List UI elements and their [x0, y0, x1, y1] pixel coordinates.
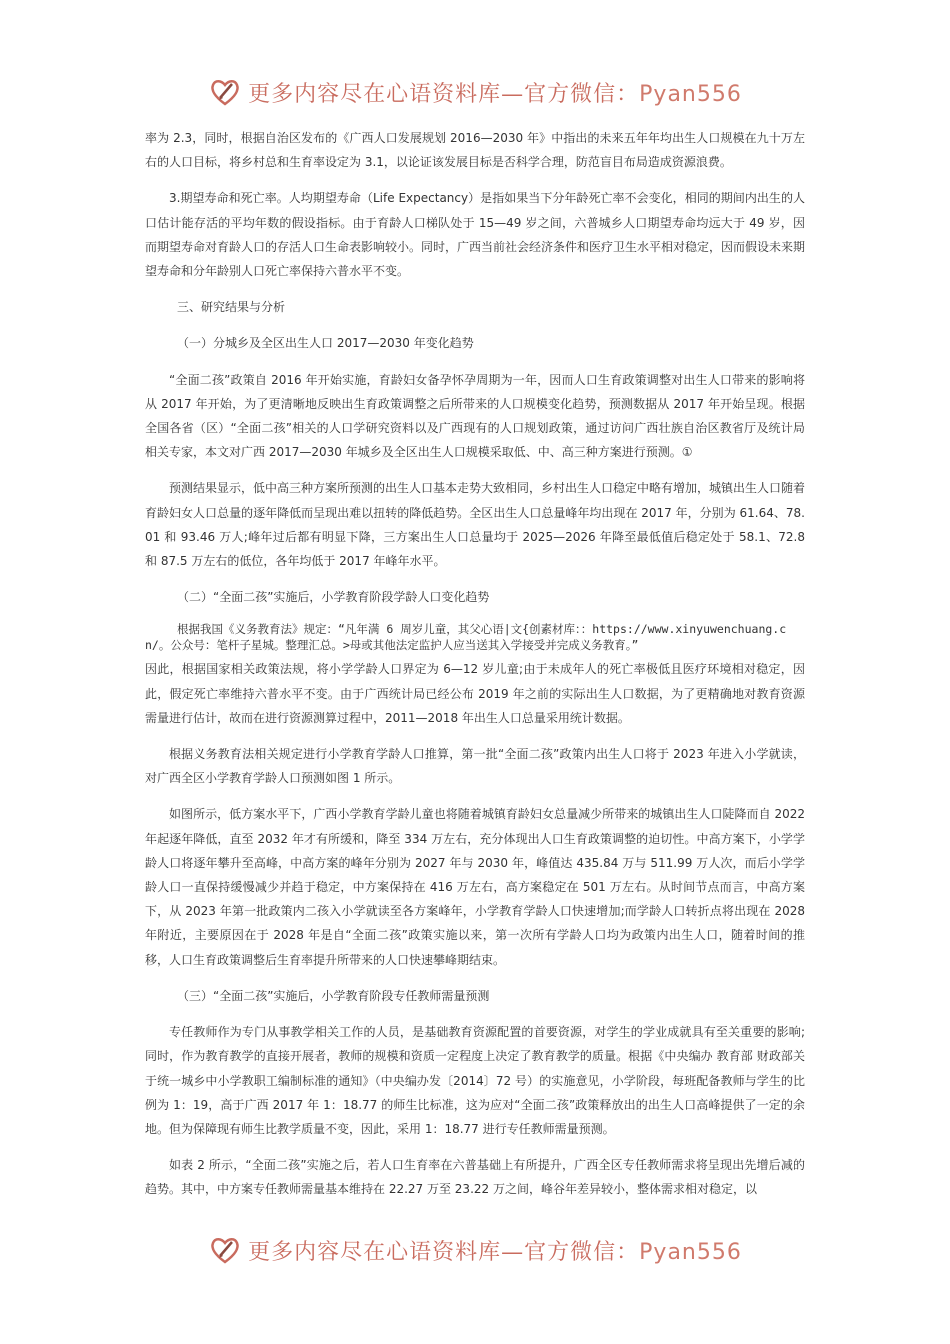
section-heading: 三、研究结果与分析: [177, 300, 286, 315]
heart-pen-logo-icon: [208, 1233, 242, 1267]
banner-wechat-id: Pyan556: [639, 1239, 742, 1265]
paragraph: 率为 2.3，同时，根据自治区发布的《广西人口发展规划 2016—2030 年》中指出的未来五年年均出生人口规模在九十万左右的人口目标，将乡村总和生育率设定为 3.1，以论证该发展目标是否科学合理，防范盲目布局造成资源浪费。: [145, 131, 805, 170]
paragraph: 如表 2 所示，“全面二孩”实施之后，若人口生育率在六普基础上有所提升，广西全区专任教师需求将呈现出先增后减的趋势。其中，中方案专任教师需量基本维持在 22.27 万至 23.22 万之间，峰谷年差异较小，整体需求相对稳定，以: [145, 1158, 805, 1197]
paragraph: 预测结果显示，低中高三种方案所预测的出生人口基本走势大致相同，乡村出生人口稳定中略有增加，城镇出生人口随着育龄妇女人口总量的逐年降低而呈现出难以扭转的降低趋势。全区出生人口总量峰年均出现在 2017 年，分别为 61.64、78.01 和 93.46 万人;峰年过后都有明显下降，三方案出生人口总量均于 2025—2026 年降至最低值后稳定处于 58.1、72.8 和 87.5 万左右的低位，各年均低于 2017 年峰年水平。: [145, 481, 806, 569]
bottom-watermark-banner: [0, 1230, 950, 1270]
banner-text: 更多内容尽在心语资料库—官方微信：: [248, 1239, 640, 1265]
paragraph: 因此，根据国家相关政策法规，将小学学龄人口界定为 6—12 岁儿童;由于未成年人的死亡率极低且医疗环境相对稳定，因此，假定死亡率维持六普水平不变。由于广西统计局已经公布 2019 年之前的实际出生人口数据，为了更精确地对教育资源需量进行估计，故而在进行资源测算过程中，2011—2018 年出生人口总量采用统计数据。: [145, 662, 805, 725]
document-body: [145, 126, 805, 1202]
paragraph: 根据义务教育法相关规定进行小学教育学龄人口推算，第一批“全面二孩”政策内出生人口将于 2023 年进入小学就读，对广西全区小学教育学龄人口预测如图 1 所示。: [145, 747, 805, 786]
banner-wechat-id: Pyan556: [639, 81, 742, 107]
heart-pen-logo-icon: [208, 75, 242, 109]
top-watermark-banner: [0, 72, 950, 112]
subsection-heading: （三）“全面二孩”实施后，小学教育阶段专任教师需量预测: [177, 988, 490, 1003]
paragraph: 3.期望寿命和死亡率。人均期望寿命（Life Expectancy）是指如果当下分年龄死亡率不会变化，相同的期间内出生的人口估计能存活的平均年数的假设指标。由于育龄人口梯队处于 15—49 岁之间，六普城乡人口期望寿命均远大于 49 岁，因而期望寿命对育龄人口的存活人口生命表影响较小。同时，广西当前社会经济条件和医疗卫生水平相对稳定，因而假设未来期望寿命和分年龄别人口死亡率保持六普水平不变。: [145, 191, 806, 279]
subsection-heading: （二）“全面二孩”实施后，小学教育阶段学龄人口变化趋势: [177, 590, 490, 605]
paragraph: 如图所示，低方案水平下，广西小学教育学龄儿童也将随着城镇育龄妇女总量减少所带来的城镇出生人口陡降而自 2022 年起逐年降低，直至 2032 年才有所缓和，降至 334 万左右，充分体现出人口生育政策调整的迫切性。中高方案下，小学学龄人口将逐年攀升至高峰，中高方案的峰年分别为 2027 年与 2030 年，峰值达 435.84 万与 511.99 万人次，而后小学学龄人口一直保持缓慢减少并趋于稳定，中方案保持在 416 万左右，高方案稳定在 501 万左右。从时间节点而言，中高方案下，从 2023 年第一批政策内二孩入小学就读至各方案峰年，小学教育学龄人口快速增加;而学龄人口转折点将出现在 2028 年附近，主要原因在于 2028 年是自“全面二孩”政策实施以来，第一次所有学龄人口均为政策内出生人口，随着时间的推移，人口生育政策调整后生育率提升所带来的人口快速攀峰期结束。: [145, 807, 805, 967]
paragraph: “全面二孩”政策自 2016 年开始实施，育龄妇女备孕怀孕周期为一年，因而人口生育政策调整对出生人口带来的影响将从 2017 年开始，为了更清晰地反映出生育政策调整之后所带来的人口规模变化趋势，预测数据从 2017 年开始呈现。根据全国各省（区）“全面二孩”相关的人口学研究资料以及广西现有的人口规划政策，通过访问广西壮族自治区教省厅及统计局相关专家，本文对广西 2017—2030 年城乡及全区出生人口规模采取低、中、高三种方案进行预测。①: [145, 372, 805, 460]
quoted-law-paragraph: 根据我国《义务教育法》规定：“凡年满 6 周岁儿童，其父心语|文{创素材库：：https://www.xinyuwenchuang.cn/。公众号：笔杆子星城。整理汇总。>母或其他法定监护人应当送其入学接受并完成义务教育。”: [145, 622, 787, 653]
paragraph: 专任教师作为专门从事教学相关工作的人员，是基础教育资源配置的首要资源，对学生的学业成就具有至关重要的影响;同时，作为教育教学的直接开展者，教师的规模和资质一定程度上决定了教育教学的质量。根据《中央编办 教育部 财政部关于统一城乡中小学教职工编制标准的通知》（中央编办发〔2014〕72 号）的实施意见，小学阶段，每班配备教师与学生的比例为 1：19，高于广西 2017 年 1：18.77 的师生比标准，这为应对“全面二孩”政策释放出的出生人口高峰提供了一定的余地。但为保障现有师生比教学质量不变，因此，采用 1：18.77 进行专任教师需量预测。: [145, 1025, 805, 1136]
banner-text: 更多内容尽在心语资料库—官方微信：: [248, 81, 640, 107]
subsection-heading: （一）分城乡及全区出生人口 2017—2030 年变化趋势: [177, 336, 474, 351]
